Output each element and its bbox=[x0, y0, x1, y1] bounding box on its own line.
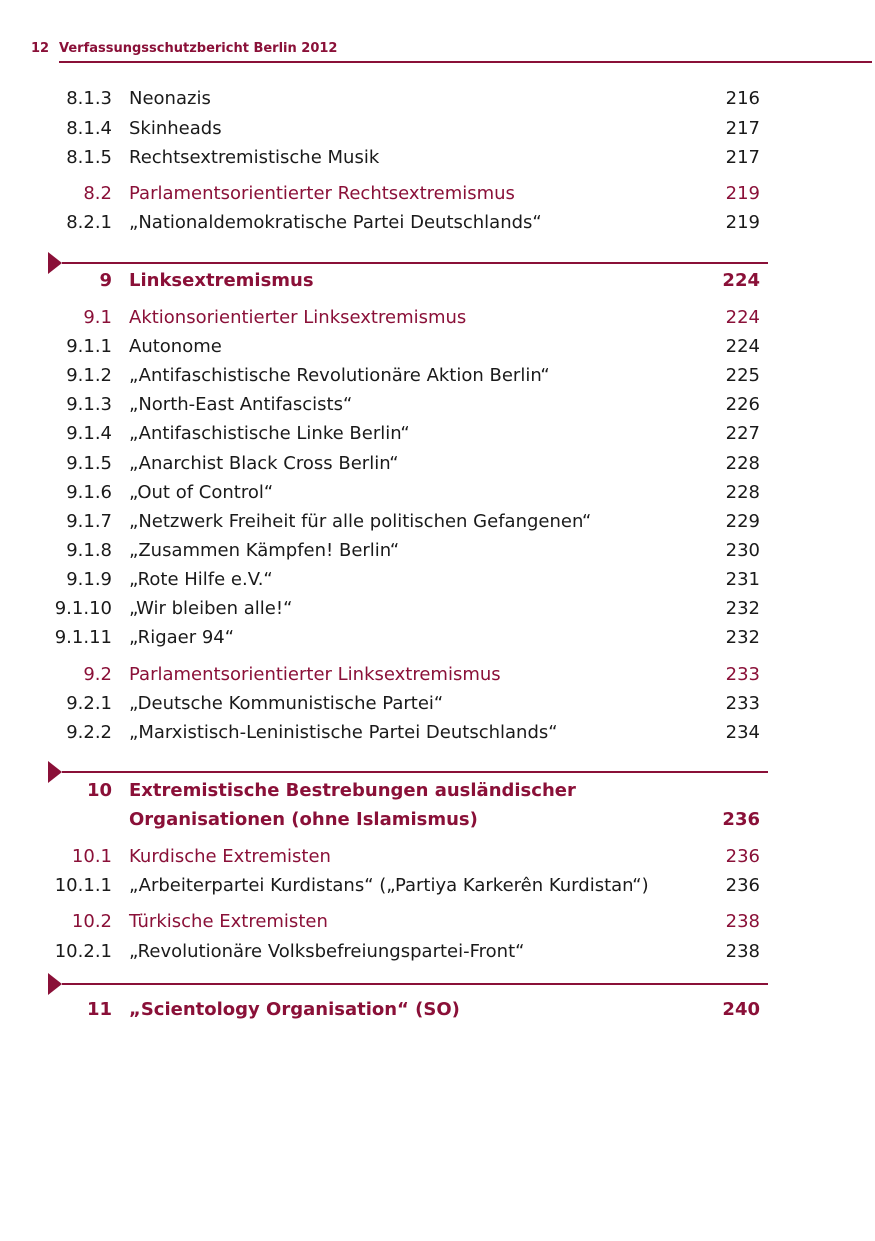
toc-entry[interactable] bbox=[0, 209, 875, 237]
toc-page: 232 bbox=[725, 598, 760, 619]
toc-number: 9.1.7 bbox=[66, 511, 112, 532]
toc-number: 9.1.10 bbox=[54, 598, 112, 619]
toc-title: „Deutsche Kommunistische Partei“ bbox=[129, 693, 444, 714]
toc-number: 8.1.4 bbox=[66, 118, 112, 139]
toc-page: 233 bbox=[725, 664, 760, 685]
toc-entry[interactable] bbox=[0, 690, 875, 718]
toc-title: Rechtsextremistische Musik bbox=[129, 147, 380, 168]
divider-line bbox=[62, 983, 768, 985]
toc-title: „Antifaschistische Linke Berlin“ bbox=[129, 423, 410, 444]
toc-title: Parlamentsorientierter Linksextremismus bbox=[129, 664, 501, 685]
divider-line bbox=[62, 771, 768, 773]
toc-title: Aktionsorientierter Linksextremismus bbox=[129, 307, 467, 328]
toc-entry[interactable] bbox=[0, 362, 875, 390]
toc-title: Kurdische Extremisten bbox=[129, 846, 331, 867]
toc-page: 219 bbox=[725, 212, 760, 233]
toc-number: 9.1.6 bbox=[66, 482, 112, 503]
toc-page: 224 bbox=[722, 270, 760, 291]
toc-number: 9.1.1 bbox=[66, 336, 112, 357]
toc-section-entry[interactable] bbox=[0, 180, 875, 208]
toc-number: 10.2 bbox=[71, 911, 112, 932]
header-title: Verfassungsschutzbericht Berlin 2012 bbox=[59, 41, 338, 56]
toc-number: 10.2.1 bbox=[54, 941, 112, 962]
toc-title: „Antifaschistische Revolutionäre Aktion Berlin“ bbox=[129, 365, 550, 386]
toc-title: Parlamentsorientierter Rechtsextremismus bbox=[129, 183, 515, 204]
toc-entry[interactable] bbox=[0, 537, 875, 565]
toc-page: 234 bbox=[725, 722, 760, 743]
toc-title: Autonome bbox=[129, 336, 222, 357]
toc-page: 229 bbox=[725, 511, 760, 532]
toc-title: „North-East Antifascists“ bbox=[129, 394, 353, 415]
toc-title: „Rote Hilfe e.V.“ bbox=[129, 569, 273, 590]
toc-title: „Netzwerk Freiheit für alle politischen Gefangenen“ bbox=[129, 511, 592, 532]
toc-page: 217 bbox=[725, 118, 760, 139]
toc-number: 9.2.1 bbox=[66, 693, 112, 714]
toc-number: 9 bbox=[99, 270, 112, 291]
toc-entry[interactable] bbox=[0, 85, 875, 113]
toc-page: 227 bbox=[725, 423, 760, 444]
toc-number: 8.2 bbox=[83, 183, 112, 204]
toc-title: „Wir bleiben alle!“ bbox=[129, 598, 293, 619]
toc-entry[interactable] bbox=[0, 420, 875, 448]
toc-title: „Marxistisch-Leninistische Partei Deutschlands“ bbox=[129, 722, 558, 743]
toc-number: 8.1.5 bbox=[66, 147, 112, 168]
toc-entry[interactable] bbox=[0, 508, 875, 536]
toc-chapter-entry[interactable] bbox=[0, 267, 875, 295]
toc-title: „Arbeiterpartei Kurdistans“ („Partiya Karkerên Kurdistan“) bbox=[129, 875, 649, 896]
toc-number: 9.1.3 bbox=[66, 394, 112, 415]
toc-entry[interactable] bbox=[0, 938, 875, 966]
toc-page: 224 bbox=[725, 307, 760, 328]
toc-entry[interactable] bbox=[0, 115, 875, 143]
toc-chapter-entry[interactable] bbox=[0, 777, 875, 805]
toc-page: 216 bbox=[725, 88, 760, 109]
running-header bbox=[31, 39, 873, 63]
toc-entry[interactable] bbox=[0, 624, 875, 652]
toc-page: 231 bbox=[725, 569, 760, 590]
toc-entry[interactable] bbox=[0, 333, 875, 361]
toc-page: 233 bbox=[725, 693, 760, 714]
toc-number: 11 bbox=[86, 999, 112, 1020]
toc-section-entry[interactable] bbox=[0, 843, 875, 871]
toc-number: 10.1 bbox=[71, 846, 112, 867]
toc-page: 240 bbox=[722, 999, 760, 1020]
toc-page: 228 bbox=[725, 482, 760, 503]
toc-title: „Zusammen Kämpfen! Berlin“ bbox=[129, 540, 400, 561]
toc-page: 236 bbox=[722, 809, 760, 830]
toc-entry[interactable] bbox=[0, 872, 875, 900]
toc-title: „Revolutionäre Volksbefreiungspartei-Front“ bbox=[129, 941, 525, 962]
toc-entry[interactable] bbox=[0, 144, 875, 172]
toc-number: 9.1.2 bbox=[66, 365, 112, 386]
header-rule bbox=[59, 61, 872, 63]
toc-chapter-entry-continued[interactable] bbox=[0, 806, 875, 834]
toc-page: 230 bbox=[725, 540, 760, 561]
toc-entry[interactable] bbox=[0, 391, 875, 419]
toc-page: 238 bbox=[725, 941, 760, 962]
toc-page: 228 bbox=[725, 453, 760, 474]
toc-title: „Scientology Organisation“ (SO) bbox=[129, 999, 460, 1020]
page-number: 12 bbox=[31, 41, 50, 56]
toc-page: 219 bbox=[725, 183, 760, 204]
chapter-divider bbox=[48, 973, 768, 995]
toc-title: „Rigaer 94“ bbox=[129, 627, 235, 648]
toc-title: Skinheads bbox=[129, 118, 222, 139]
toc-page: 225 bbox=[725, 365, 760, 386]
toc-entry[interactable] bbox=[0, 479, 875, 507]
toc-number: 9.1.11 bbox=[54, 627, 112, 648]
toc-section-entry[interactable] bbox=[0, 304, 875, 332]
toc-entry[interactable] bbox=[0, 595, 875, 623]
toc-page: 236 bbox=[725, 875, 760, 896]
toc-chapter-entry[interactable] bbox=[0, 996, 875, 1024]
toc-page: 226 bbox=[725, 394, 760, 415]
toc-title-line2: Organisationen (ohne Islamismus) bbox=[129, 809, 478, 830]
toc-number: 9.1.8 bbox=[66, 540, 112, 561]
toc-title: Linksextremismus bbox=[129, 270, 314, 291]
toc-entry[interactable] bbox=[0, 719, 875, 747]
toc-section-entry[interactable] bbox=[0, 661, 875, 689]
toc-entry[interactable] bbox=[0, 566, 875, 594]
toc-page: 217 bbox=[725, 147, 760, 168]
toc-page: 238 bbox=[725, 911, 760, 932]
toc-page: 224 bbox=[725, 336, 760, 357]
toc-section-entry[interactable] bbox=[0, 908, 875, 936]
toc-title: „Out of Control“ bbox=[129, 482, 274, 503]
toc-title: Neonazis bbox=[129, 88, 211, 109]
toc-number: 10 bbox=[86, 780, 112, 801]
toc-number: 9.1.9 bbox=[66, 569, 112, 590]
toc-title: Türkische Extremisten bbox=[129, 911, 328, 932]
toc-page: 232 bbox=[725, 627, 760, 648]
divider-line bbox=[62, 262, 768, 264]
toc-number: 9.1.4 bbox=[66, 423, 112, 444]
toc-number: 9.2.2 bbox=[66, 722, 112, 743]
toc-title: „Nationaldemokratische Partei Deutschlands“ bbox=[129, 212, 542, 233]
toc-title: Extremistische Bestrebungen ausländischer bbox=[129, 780, 576, 801]
toc-number: 9.1.5 bbox=[66, 453, 112, 474]
toc-number: 10.1.1 bbox=[54, 875, 112, 896]
triangle-marker-icon bbox=[48, 973, 62, 995]
toc-page: 236 bbox=[725, 846, 760, 867]
toc-entry[interactable] bbox=[0, 450, 875, 478]
toc-number: 9.2 bbox=[83, 664, 112, 685]
toc-number: 8.1.3 bbox=[66, 88, 112, 109]
toc-title: „Anarchist Black Cross Berlin“ bbox=[129, 453, 399, 474]
toc-number: 9.1 bbox=[83, 307, 112, 328]
toc-number: 8.2.1 bbox=[66, 212, 112, 233]
